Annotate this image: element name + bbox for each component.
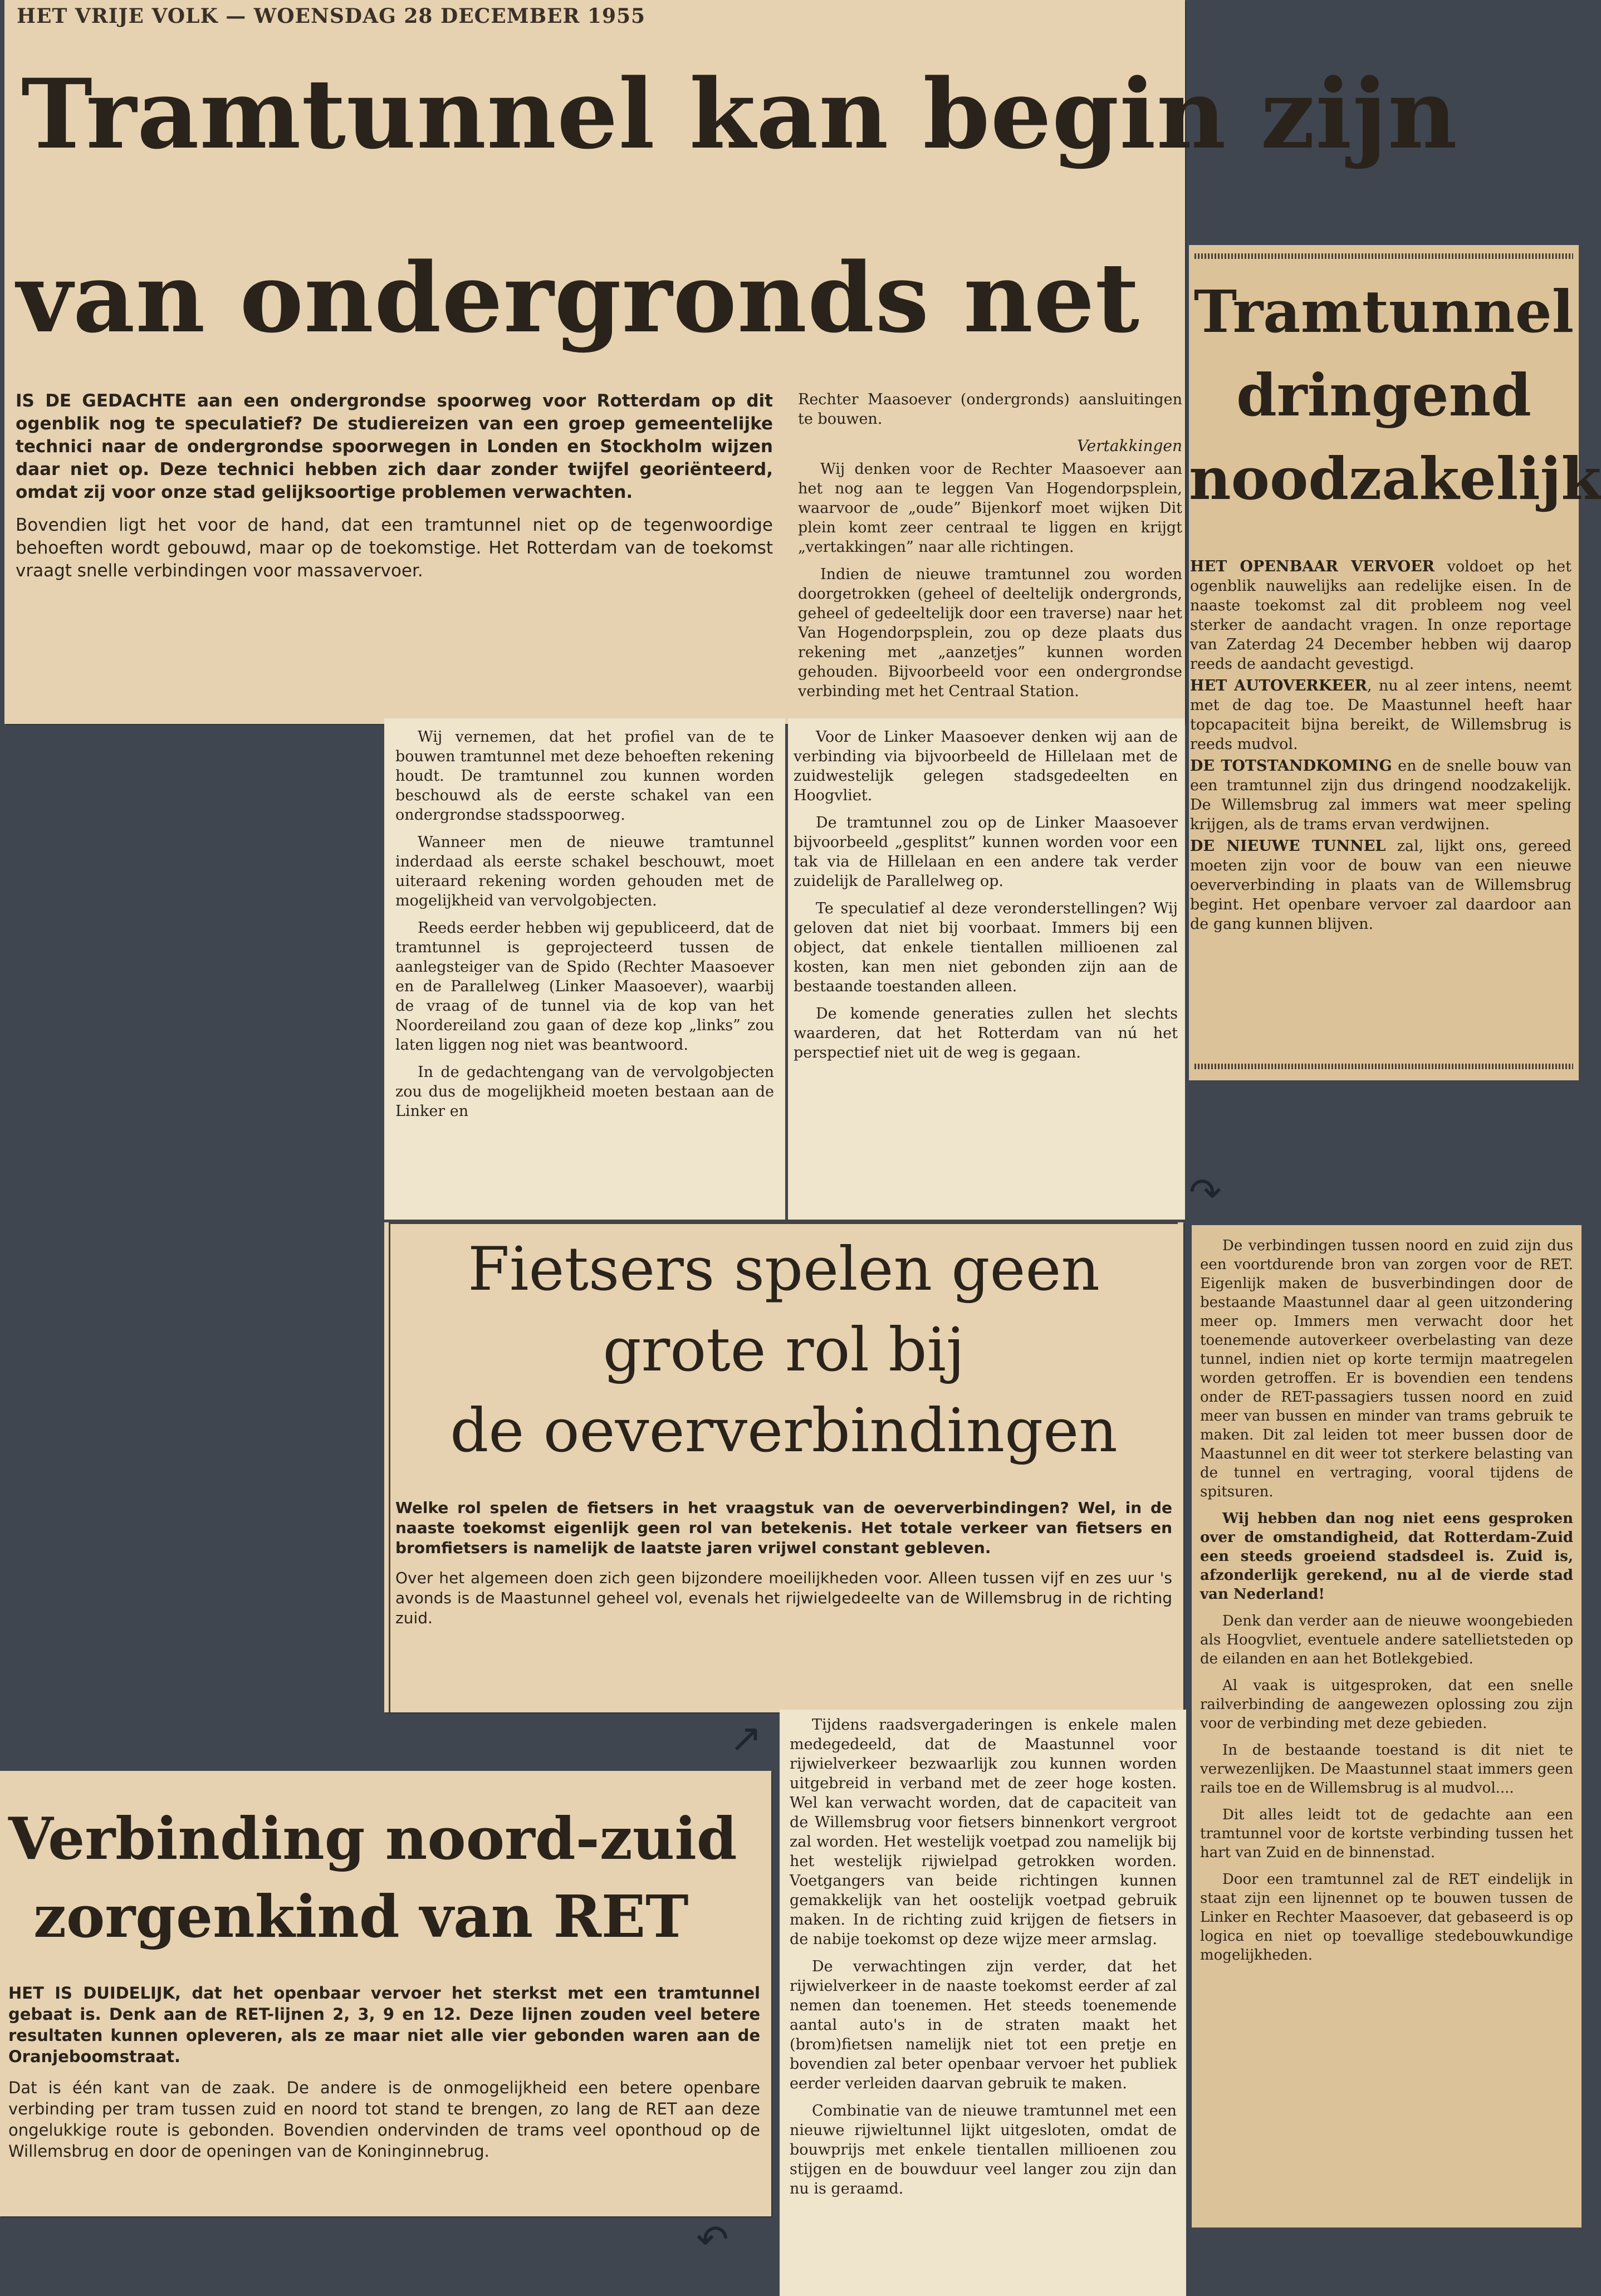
subhead-vertakkingen: Vertakkingen [1077, 437, 1182, 455]
main-col2-top [798, 390, 1182, 724]
col2-paragraph: Te speculatief al deze veronderstellingen? Wij geloven dat niet bij voorbaat. Immers bij een object, dat enkele tientallen millioenen zal kosten, kan men niet gebonden zijn aan de bestaande toestanden alleen. [794, 900, 1178, 995]
sidebar-clipping [1189, 245, 1601, 1080]
sidebar-body [1190, 557, 1571, 1002]
main-lead-block [16, 390, 773, 724]
col2-paragraph: Indien de nieuwe tramtunnel zou worden doorgetrokken (geheel of deeltelijk ondergronds, geheel of gedeeltelijk door een traverse) naar het Van Hogendorpsplein, zou op deze plaats dus rekening met „aanzetjes” kunnen worden gehouden. Bijvoorbeeld voor een ondergrondse verbinding met het Centraal Station. [798, 566, 1182, 700]
continuation-paragraph: Denk dan verder aan de nieuwe woongebieden als Hoogvliet, eventuele andere satellietsteden op de eilanden en aan het Botlekgebied. [1200, 1613, 1573, 1667]
fietsers-col-paragraph: Tijdens raadsvergaderingen is enkele malen medegedeeld, dat de Maastunnel voor rijwielverkeer bezwaarlijk zou kunnen worden uitgebreid in verband met de zeer hoge kosten. Wel kan verwacht worden, dat de capaciteit van de Willemsbrug voor fietsers binnenkort vergroot zal worden. Het westelijk voetpad zou namelijk bij het westelijk rijwielpad getrokken worden. Voetgangers van beide richtingen kunnen gemakkelijk van het oostelijk voetpad gebruik maken. In de richting zuid krijgen de fietsers in de nabije toekomst op deze wijze meer armslag. [790, 1716, 1177, 1948]
continuation-clipping [1192, 1225, 1582, 2228]
verbinding-headline-line1: Verbinding noord-zuid [8, 1804, 737, 1873]
main-headline-line2: van ondergronds net [17, 241, 1140, 354]
verbinding-text: Dat is één kant van de zaak. De andere is de onmogelijkheid een betere openbare verbinding per tram tussen zuid en noord tot stand te brengen, zo lang de RET aan deze ongelukkige route is gebonden. Bovendien ondervinden de trams veel oponthoud op de Willemsbrug en door de openingen van de Koninginnebrug. [8, 2078, 760, 2161]
sidebar-paragraph-lead: HET OPENBAAR VERVOER [1190, 558, 1435, 575]
fietsers-body [395, 1498, 1172, 1710]
col2-top-text: Rechter Maasoever (ondergronds) aansluitingen te bouwen. [798, 391, 1182, 428]
fietsers-col-paragraph: De verwachtingen zijn verder, dat het rijwielverkeer in de naaste toekomst eerder af zal nemen dan toenemen. Het steeds toenemende aantal auto's in de straten maakt het (brom)fietsen namelijk niet tot een pretje en bovendien zal beter openbaar vervoer het publiek eerder verleiden daarvan gebruik te maken. [790, 1958, 1177, 2092]
sidebar-headline-line1: Tramtunnel [1193, 277, 1574, 346]
sidebar-paragraph-text: zal, lijkt ons, gereed moeten zijn voor de bouw van een nieuwe oeververbinding in plaats van de Willemsbrug begint. Het openbare vervoer zal daardoor aan de gang kunnen blijven. [1190, 838, 1571, 933]
verbinding-headline-line2: zorgenkind van RET [33, 1882, 689, 1951]
fietsers-lead: Welke rol spelen de fietsers in het vraagstuk van de oeververbindingen? Wel, in de naaste toekomst eigenlijk geen rol van betekenis. Het totale verkeer van fietsers en bromfietsers is namelijk de laatste jaren vrijwel constant gebleven. [395, 1499, 1172, 1557]
handwritten-arrow-icon: ↷ [1189, 1169, 1222, 1215]
fietsers-headline-line3: de oeververbindingen [450, 1396, 1118, 1466]
fietsers-left-rule [389, 1222, 390, 1712]
sidebar-paragraph [1190, 756, 1571, 834]
col2-paragraph: Wij denken voor de Rechter Maasoever aan het nog aan te leggen Van Hogendorpsplein, waarvoor de „oude” Bijenkorf moet wijken Dit plein komt zeer centraal te liggen en krijgt „vertakkingen” naar alle richtingen. [798, 461, 1182, 556]
main-intro: Bovendien ligt het voor de hand, dat een tramtunnel niet op de tegenwoordige behoeften wordt gebouwd, maar op de toekomstige. Het Rotterdam van de toekomst vraagt snelle verbindingen voor massavervoer. [16, 515, 773, 581]
continuation-paragraph: De verbindingen tussen noord en zuid zijn dus een voortdurende bron van zorgen voor de RET. Eigenlijk maken de busverbindingen door de bestaande Maastunnel daar al geen uitzondering meer op. Immers men verwacht door het toenemende autoverkeer overbelasting van deze tunnel, indien niet op korte termijn maatregelen worden getroffen. Er is bovendien een tendens onder de RET-passagiers tussen noord en zuid meer van bussen en minder van trams gebruik te maken. Dit zal leiden tot meer bussen door de Maastunnel en dit weer tot sterkere belasting van de tunnel en vertraging, vooral tijdens de spitsuren. [1200, 1237, 1573, 1500]
masthead: HET VRIJE VOLK — WOENSDAG 28 DECEMBER 1955 [17, 4, 646, 28]
fietsers-col-clipping [780, 1710, 1186, 2296]
sidebar-paragraph [1190, 836, 1571, 934]
sidebar-paragraph-text: , nu al zeer intens, neemt met de dag toe. De Maastunnel heeft haar topcapaciteit bijna bereikt, de Willemsbrug is reeds mudvol. [1190, 677, 1572, 753]
main-col1-clipping [384, 718, 785, 1220]
continuation-paragraph: Al vaak is uitgesproken, dat een snelle railverbinding de aangewezen oplossing zou zijn voor de verbinding met deze gebieden. [1200, 1677, 1573, 1732]
col2-paragraph: De komende generaties zullen het slechts waarderen, dat het Rotterdam van nú het perspectief niet uit de weg is gegaan. [794, 1005, 1178, 1061]
col1-paragraph: Wanneer men de nieuwe tramtunnel inderdaad als eerste schakel beschouwt, moet uiteraard rekening worden gehouden met de mogelijkheid van vervolgobjecten. [395, 834, 774, 909]
sidebar-headline-line3: noodzakelijk [1189, 444, 1601, 513]
sidebar-paragraph [1190, 557, 1571, 674]
continuation-paragraph: Door een tramtunnel zal de RET eindelijk in staat zijn een lijnennet op te bouwen tussen de Linker en Rechter Maasoever, dat gebaseerd is op logica en niet op toevallige stedebouwkundige mogelijkheden. [1200, 1871, 1573, 1964]
col1-paragraph: Wij vernemen, dat het profiel van de te bouwen tramtunnel met deze behoeften rekening houdt. De tramtunnel zou kunnen worden beschouwd als de eerste schakel van een ondergrondse stadsspoorweg. [395, 728, 774, 824]
sidebar-headline-line2: dringend [1236, 361, 1531, 429]
handwritten-arrow-icon: ↗ [729, 1715, 762, 1761]
col2-paragraph: Voor de Linker Maasoever denken wij aan de verbinding via bijvoorbeeld de Hillelaan met de zuidwestelijk gelegen stadsgedeelten en Hoogvliet. [794, 728, 1178, 804]
fietsers-headline-line2: grote rol bij [603, 1315, 965, 1385]
verbinding-clipping [0, 1771, 771, 2216]
continuation-paragraph: In de bestaande toestand is dit niet te verwezenlijken. De Maastunnel staat immers geen rails toe en de Willemsbrug is al mudvol.... [1200, 1742, 1573, 1796]
fietsers-text: Over het algemeen doen zich geen bijzondere moeilijkheden voor. Alleen tussen vijf en zes uur 's avonds is de Maastunnel geheel vol, evenals het rijwielgedeelte van de Willemsbrug in de richting zuid. [395, 1569, 1172, 1627]
verbinding-lead: HET IS DUIDELIJK, dat het openbaar vervoer het sterkst met een tramtunnel gebaat is. Denk aan de RET-lijnen 2, 3, 9 en 12. Deze lijnen zouden veel betere resultaten kunnen opleveren, als ze maar niet alle vier gebonden waren aan de Oranjeboomstraat. [8, 1984, 760, 2066]
sidebar-paragraph-lead: DE NIEUWE TUNNEL [1190, 838, 1386, 855]
sidebar-paragraph-lead: DE TOTSTANDKOMING [1190, 757, 1392, 775]
sidebar-bottom-rule [1194, 1064, 1573, 1069]
col1-paragraph: Reeds eerder hebben wij gepubliceerd, dat de tramtunnel is geprojecteerd tussen de aanlegsteiger van de Spido (Rechter Maasoever en de Parallelweg (Linker Maasoever), waarbij de vraag of de tunnel via de kop van het Noordereiland zou gaan of deze kop „links” zou laten liggen nog niet was beantwoord. [395, 919, 774, 1054]
fietsers-top-rule [390, 1222, 1178, 1224]
sidebar-paragraph-text: voldoet op het ogenblik nauwelijks aan redelijke eisen. In de naaste toekomst zal dit probleem nog veel sterker de aandacht vragen. In onze reportage van Zaterdag 24 December hebben wij daarop reeds de aandacht gevestigd. [1190, 558, 1571, 673]
sidebar-top-rule [1194, 253, 1573, 259]
main-headline-line1: Tramtunnel kan begin zijn [21, 57, 1458, 170]
sidebar-paragraph-text: en de snelle bouw van een tramtunnel zijn dus dringend noodzakelijk. De Willemsbrug zal immers wat meer speling krijgen, als de trams ervan verdwijnen. [1190, 757, 1571, 833]
continuation-paragraph: Dit alles leidt tot de gedachte aan een tramtunnel voor de kortste verbinding tussen het hart van Zuid en de binnenstad. [1200, 1807, 1573, 1861]
main-lead: IS DE GEDACHTE aan een ondergrondse spoorweg voor Rotterdam op dit ogenblik nog te speculatief? De studiereizen van een groep gemeentelijke technici naar de ondergrondse spoorwegen in Londen en Stockholm wijzen daar niet op. Deze technici hebben zich daar zonder twijfel georiënteerd, omdat zij voor onze stad gelijksoortige problemen verwachten. [16, 391, 773, 502]
handwritten-arrow-icon: ↶ [696, 2216, 729, 2262]
main-col2-clipping [788, 718, 1185, 1220]
col1-paragraph: In de gedachtengang van de vervolgobjecten zou dus de mogelijkheid moeten bestaan aan de Linker en [395, 1064, 774, 1120]
fietsers-clipping [384, 1222, 1183, 1712]
fietsers-col-paragraph: Combinatie van de nieuwe tramtunnel met een nieuwe rijwieltunnel lijkt uitgesloten, omdat de bouwprijs met enkele tientallen millioenen zou stijgen en de bouwduur veel langer zou zijn dan nu is geraamd. [790, 2102, 1177, 2197]
continuation-paragraph: Wij hebben dan nog niet eens gesproken over de omstandigheid, dat Rotterdam-Zuid een steeds groeiend stadsdeel is. Zuid is, afzonderlijk gerekend, nu al de vierde stad van Nederland! [1200, 1510, 1573, 1603]
verbinding-body [8, 1982, 760, 2211]
sidebar-paragraph-lead: HET AUTOVERKEER [1190, 677, 1367, 694]
col2-paragraph: De tramtunnel zou op de Linker Maasoever bijvoorbeeld „gesplitst” kunnen worden voor een tak via de Hillelaan en een andere tak verder zuidelijk de Parallelweg op. [794, 814, 1178, 890]
fietsers-headline-line1: Fietsers spelen geen [468, 1235, 1100, 1304]
sidebar-paragraph [1190, 676, 1571, 754]
